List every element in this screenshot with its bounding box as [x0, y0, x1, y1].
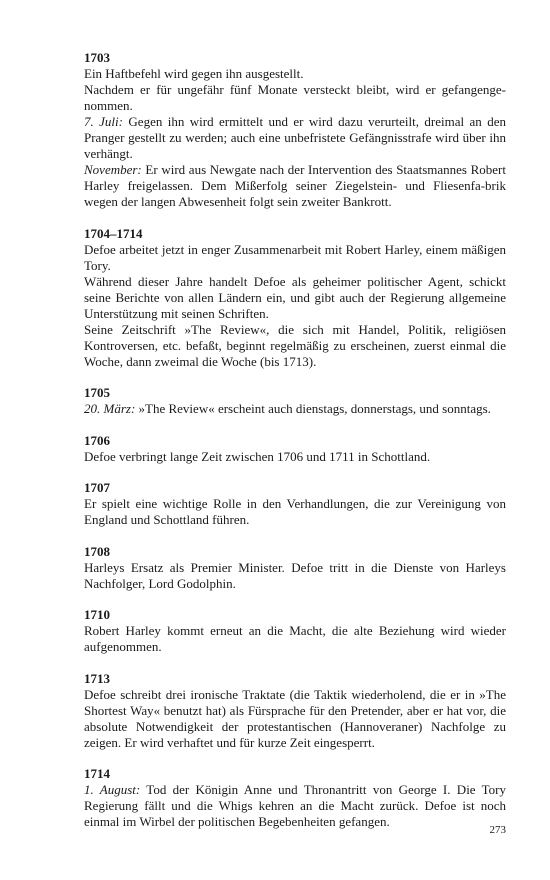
entry-1704-1714	[84, 226, 506, 370]
date-lead: 20. März:	[84, 401, 136, 416]
entry-text: Seine Zeitschrift »The Review«, die sich mit Handel, Politik, religiösen Kontroversen, etc. befaßt, beginnt regelmäßig zu erscheinen, zuerst einmal die Woche, dann zweimal die Woche (bis 1713).	[84, 321, 506, 369]
entry-paragraph	[84, 623, 506, 655]
entry-year: 1705	[84, 385, 110, 400]
entry-paragraph	[84, 242, 506, 274]
entry-year: 1707	[84, 480, 110, 495]
date-lead: November:	[84, 162, 142, 177]
entry-year: 1713	[84, 670, 110, 686]
page-number: 273	[489, 824, 506, 836]
entry-paragraph	[84, 114, 506, 162]
entry-1705	[84, 385, 506, 417]
entry-paragraph	[84, 496, 506, 528]
entry-1714	[84, 766, 506, 830]
entry-paragraph	[84, 322, 506, 370]
entry-year: 1704–1714	[84, 225, 143, 241]
chronology	[84, 50, 506, 846]
entry-text: Defoe schreibt drei ironische Traktate (die Taktik wiederholend, die er in »The Shortest Way« benutzt hat) als Fürsprache für den Pretender, aber er hat vor, die absolute Notwendigkeit der protestantischen (Hannoveraner) Nachfolge zu zeigen. Er wird verhaftet und für kurze Zeit eingesperrt.	[84, 686, 506, 750]
date-lead: 1. August:	[84, 782, 141, 797]
entry-paragraph	[84, 687, 506, 751]
entry-year: 1714	[84, 766, 110, 781]
entry-year: 1706	[84, 432, 110, 448]
entry-1706	[84, 433, 506, 465]
entry-paragraph	[84, 274, 506, 322]
entry-text: Tod der Königin Anne und Thronantritt von George I. Die Tory Regierung fällt und die Whigs kehren an die Macht zurück. Defoe ist noch einmal im Wirbel der politischen Begebenheiten gefangen.	[84, 782, 506, 829]
entry-paragraph	[84, 162, 506, 210]
entry-text: Gegen ihn wird ermittelt und er wird dazu verurteilt, dreimal an den Pranger gestellt zu werden; auch eine unbefristete Gefängnisstrafe wird über ihn verhängt.	[84, 114, 506, 161]
entry-paragraph	[84, 82, 506, 114]
entry-paragraph	[84, 66, 506, 82]
entry-paragraph	[84, 401, 506, 417]
entry-text: Defoe arbeitet jetzt in enger Zusammenarbeit mit Robert Harley, einem mäßigen Tory.	[84, 241, 506, 273]
entry-text: Er wird aus Newgate nach der Intervention des Staatsmannes Robert Harley freigelassen. Dem Mißerfolg seiner Ziegelstein- und Fliesenfa-brik wegen der langen Abwesenheit folgt sein zweiter Bankrott.	[84, 162, 506, 209]
entry-text: Ein Haftbefehl wird gegen ihn ausgestellt.	[84, 66, 304, 81]
entry-paragraph	[84, 449, 506, 465]
entry-1713	[84, 671, 506, 751]
entry-1703	[84, 50, 506, 210]
entry-text: Defoe verbringt lange Zeit zwischen 1706 und 1711 in Schottland.	[84, 448, 431, 464]
entry-text: Während dieser Jahre handelt Defoe als geheimer politischer Agent, schickt seine Berichte von allen Ländern ein, und gibt auch der Regierung allgemeine Unterstützung mit seinen Schriften.	[84, 273, 506, 321]
entry-1707	[84, 480, 506, 528]
entry-year: 1710	[84, 607, 110, 622]
entry-paragraph	[84, 560, 506, 592]
entry-text: Harleys Ersatz als Premier Minister. Defoe tritt in die Dienste von Harleys Nachfolger, Lord Godolphin.	[84, 559, 506, 591]
entry-1708	[84, 544, 506, 592]
entry-year: 1708	[84, 543, 110, 559]
entry-text: Robert Harley kommt erneut an die Macht, die alte Beziehung wird wieder aufgenommen.	[84, 623, 506, 654]
entry-year: 1703	[84, 50, 110, 65]
entry-text: »The Review« erscheint auch dienstags, donnerstags, und sonntags.	[135, 401, 491, 416]
entry-paragraph	[84, 782, 506, 830]
entry-text: Er spielt eine wichtige Rolle in den Verhandlungen, die zur Vereinigung von England und Schottland führen.	[84, 496, 506, 527]
entry-1710	[84, 607, 506, 655]
date-lead: 7. Juli:	[84, 114, 123, 129]
entry-text: Nachdem er für ungefähr fünf Monate versteckt bleibt, wird er gefangenge-nommen.	[84, 82, 506, 113]
